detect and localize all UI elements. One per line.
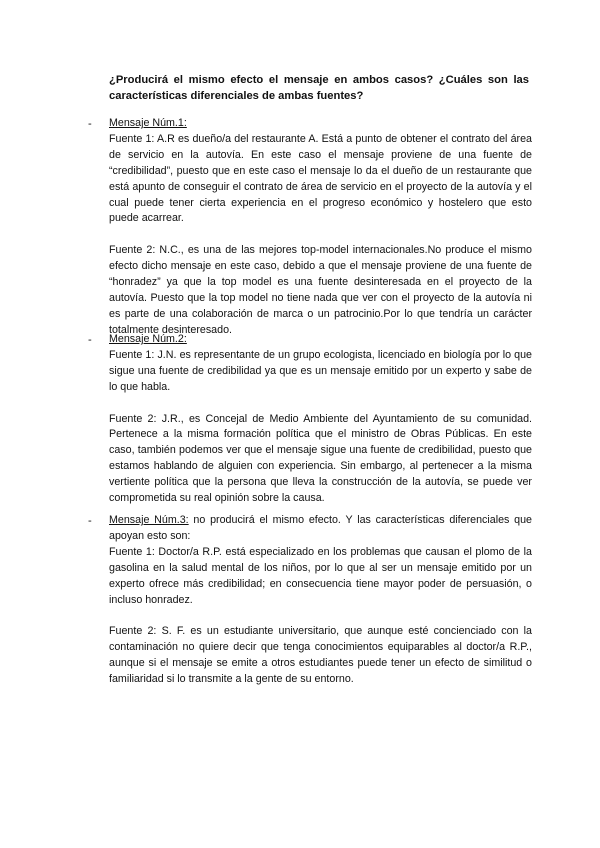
fuente-2-paragraph: Fuente 2: J.R., es Concejal de Medio Ambiente del Ayuntamiento de su comunidad. Pertenece a la misma formación política que el ministro de Obras Públicas. En este caso, también podemos ver que el mensaje sigue una fuente de credibilidad, puesto que estamos hablando de alguien con experiencia. Sin embargo, al pertenecer a la misma vertiente política que la persona que lleva la construcción de la autovía, se puede ver comprometida su real opinión sobre la causa. bbox=[109, 412, 532, 505]
bullet-marker: - bbox=[88, 334, 92, 346]
message-section-2 bbox=[88, 332, 532, 507]
message-title-suffix-3: no producirá el mismo efecto. Y las características diferenciales que apoyan esto son: bbox=[109, 514, 532, 542]
message-title-2: Mensaje Núm.2: bbox=[109, 333, 187, 345]
message-section-3 bbox=[88, 513, 532, 688]
message-body-2 bbox=[109, 332, 532, 507]
message-title-3: Mensaje Núm.3: bbox=[109, 514, 189, 526]
question-heading: ¿Producirá el mismo efecto el mensaje en ambos casos? ¿Cuáles son las características diferenciales de ambas fuentes? bbox=[109, 74, 529, 102]
bullet-marker: - bbox=[88, 515, 92, 527]
message-heading-2 bbox=[109, 332, 532, 348]
fuente-1-paragraph: Fuente 1: Doctor/a R.P. está especializado en los problemas que causan el plomo de la gasolina en la salud mental de los niños, por lo que al ser un mensaje emitido por un experto ofrece más credibilidad; en consecuencia tiene mayor poder de persuasión, o incluso honradez. bbox=[109, 545, 532, 606]
message-section-1 bbox=[88, 116, 532, 339]
message-heading-3 bbox=[109, 513, 532, 545]
bullet-marker: - bbox=[88, 118, 92, 130]
fuente-2-paragraph: Fuente 2: N.C., es una de las mejores top-model internacionales.No produce el mismo efecto dicho mensaje en este caso, debido a que el mensaje proviene de una fuente de “honradez” ya que la top model es una fuente desinteresada en el proyecto de la autovía. Puesto que la top model no tiene nada que ver con el proyecto de la autovía ni es parte de una colaboración de marca o un patrocinio.Por lo que tendría un carácter totalmente desinteresado. bbox=[109, 244, 532, 336]
fuente-2-paragraph: Fuente 2: S. F. es un estudiante universitario, que aunque esté concienciado con la contaminación no quiere decir que tenga conocimientos equiparables al doctor/a R.P., aunque si el mensaje se emite a otros estudiantes puede tener un efecto de similitud o familiaridad si lo transmite a la gente de su entorno. bbox=[109, 625, 532, 686]
fuente-1-paragraph: Fuente 1: A.R es dueño/a del restaurante A. Está a punto de obtener el contrato del área de servicio en la autovía. En este caso el mensaje proviene de una fuente de “credibilidad”, puesto que en este caso el mensaje lo da el dueño de un restaurante que está apunto de conseguir el contrato de área de servicio en el proyecto de la autovía y el cual puede tener cierta experiencia en el progreso económico y hostelero que esto puede acarrear. bbox=[109, 132, 532, 225]
fuente-1-paragraph: Fuente 1: J.N. es representante de un grupo ecologista, licenciado en biología por lo que sigue una fuente de credibilidad ya que es un mensaje emitido por un experto y sabe de lo que habla. bbox=[109, 348, 532, 393]
message-heading-1 bbox=[109, 116, 532, 132]
message-body-1 bbox=[109, 116, 532, 339]
message-title-1: Mensaje Núm.1: bbox=[109, 117, 187, 129]
message-body-3 bbox=[109, 513, 532, 688]
